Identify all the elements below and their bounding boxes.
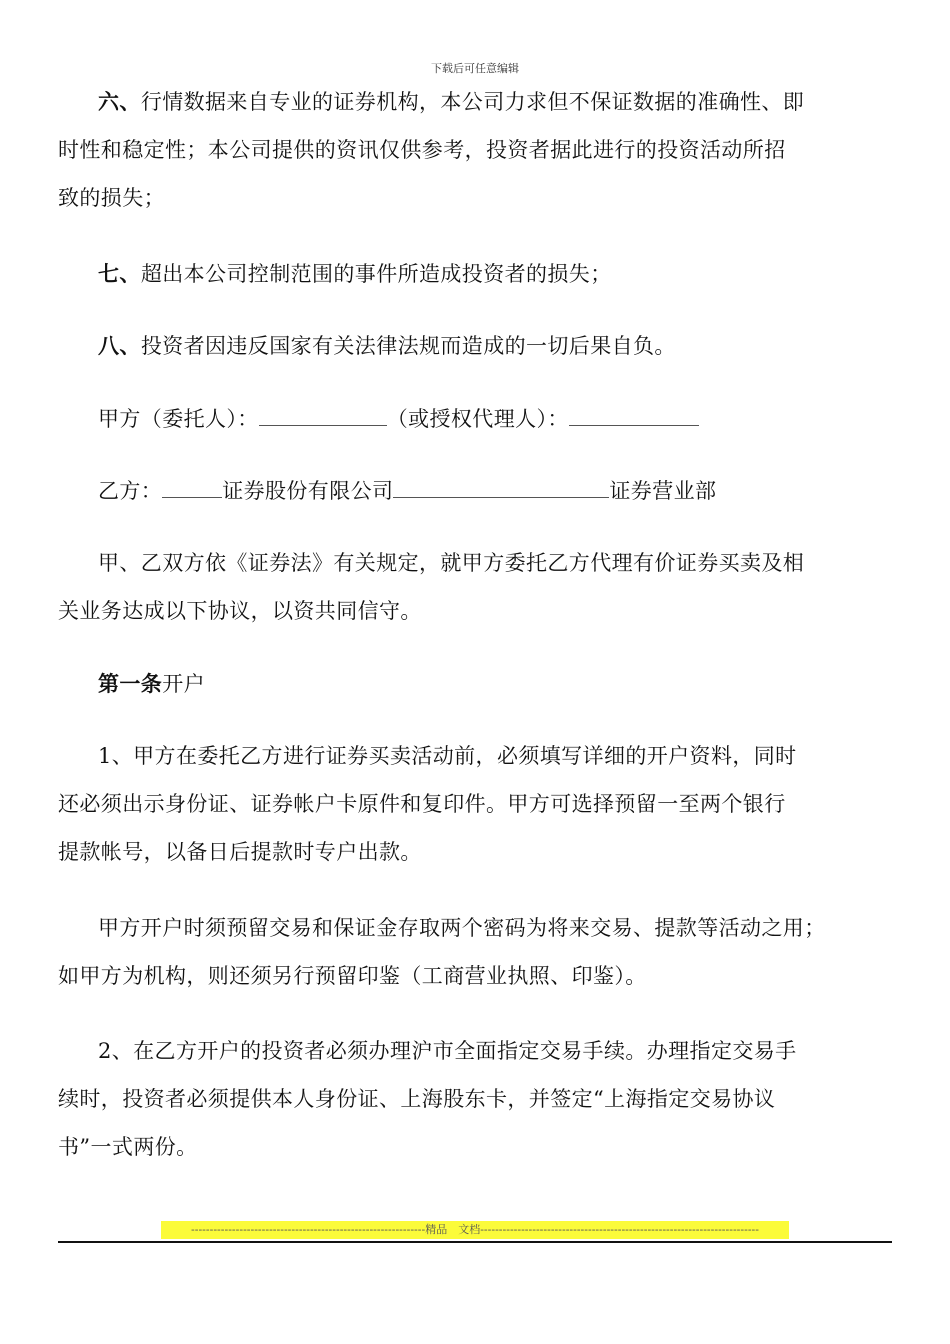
party-a-label: 甲方（委托人）： [98, 407, 259, 431]
clause-seven-number: 七、 [98, 261, 141, 286]
item-1-line-3: 提款帐号，以备日后提款时专户出款。 [58, 840, 422, 864]
intro-paragraph [58, 539, 892, 635]
party-b-dept: 证券营业部 [609, 479, 717, 503]
item-1-line-1: 1、甲方在委托乙方进行证券买卖活动前，必须填写详细的开户资料，同时 [98, 744, 797, 768]
footer-banner [161, 1221, 789, 1239]
item-2-line-3: 书”一式两份。 [58, 1135, 198, 1159]
clause-eight-number: 八、 [98, 333, 141, 358]
party-a-line [58, 395, 892, 443]
item-2-line-2: 续时，投资者必须提供本人身份证、上海股东卡，并签定“上海指定交易协议 [58, 1087, 776, 1111]
party-b-company: 证券股份有限公司 [222, 479, 394, 503]
party-a-agent-label: （或授权代理人）： [386, 407, 569, 431]
page-header: 下载后可任意编辑 [431, 62, 519, 75]
party-b-line [58, 467, 892, 515]
party-a-name-field[interactable] [259, 406, 387, 426]
article-one-number: 第一条 [98, 671, 163, 696]
clause-six [58, 78, 892, 222]
clause-six-line-2: 时性和稳定性；本公司提供的资讯仅供参考，投资者据此进行的投资活动所招 [58, 138, 786, 162]
article-one-title: 开户 [162, 672, 206, 696]
password-line-2: 如甲方为机构，则还须另行预留印鉴（工商营业执照、印鉴）。 [58, 964, 647, 988]
intro-line-2: 关业务达成以下协议，以资共同信守。 [58, 599, 422, 623]
password-line-1: 甲方开户时须预留交易和保证金存取两个密码为将来交易、提款等活动之用； [98, 916, 826, 940]
footer-label: 精品 文档 [425, 1223, 481, 1236]
clause-six-line-3: 致的损失； [58, 186, 165, 210]
footer-rule [58, 1241, 892, 1243]
party-b-dept-field[interactable] [393, 478, 609, 498]
article-one-heading [58, 660, 892, 708]
party-a-agent-field[interactable] [569, 406, 699, 426]
clause-six-line-1: 六、行情数据来自专业的证券机构，本公司力求但不保证数据的准确性、即 [98, 89, 805, 114]
clause-eight [58, 322, 892, 370]
party-b-label: 乙方： [98, 479, 163, 503]
clause-seven [58, 250, 892, 298]
intro-line-1: 甲、乙双方依《证券法》有关规定，就甲方委托乙方代理有价证券买卖及相 [98, 551, 805, 575]
item-2-line-1: 2、在乙方开户的投资者必须办理沪市全面指定交易手续。办理指定交易手 [98, 1039, 797, 1063]
footer-dashes-right: --------------------------------------------------------------------------- [480, 1223, 759, 1236]
clause-six-number: 六、 [98, 89, 141, 114]
item-1-line-2: 还必须出示身份证、证券帐户卡原件和复印件。甲方可选择预留一至两个银行 [58, 792, 786, 816]
clause-seven-text: 超出本公司控制范围的事件所造成投资者的损失； [140, 262, 612, 286]
article-one-item-2 [58, 1027, 892, 1171]
party-b-company-field[interactable] [162, 478, 222, 498]
footer-dashes-left: --------------------------------------------------------------- [191, 1223, 426, 1236]
article-one-password-paragraph [58, 904, 892, 1000]
article-one-item-1 [58, 732, 892, 876]
clause-eight-text: 投资者因违反国家有关法律法规而造成的一切后果自负。 [140, 334, 676, 358]
